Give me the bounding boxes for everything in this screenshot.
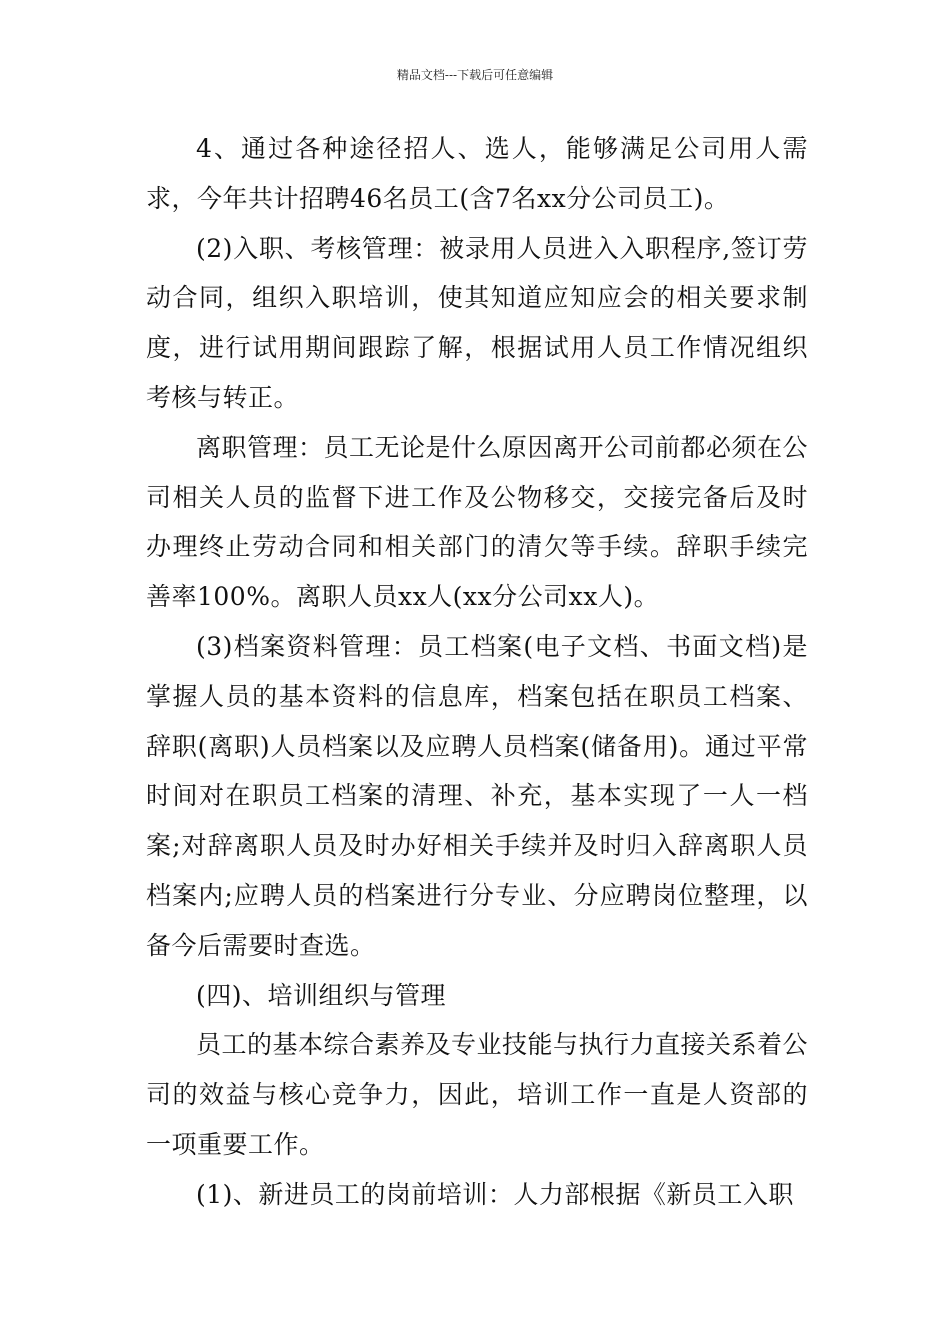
- paragraph-training-intro: 员工的基本综合素养及专业技能与执行力直接关系着公司的效益与核心竞争力，因此，培训工作一直是人资部的一项重要工作。: [146, 1030, 809, 1159]
- document-body: [146, 124, 808, 1220]
- paragraph-resignation: 离职管理：员工无论是什么原因离开公司前都必须在公司相关人员的监督下进工作及公物移交，交接完备后及时办理终止劳动合同和相关部门的清欠等手续。辞职手续完善率100%。离职人员xx人(xx分公司xx人)。: [146, 432, 809, 612]
- paragraph-archives: (3)档案资料管理：员工档案(电子文档、书面文档)是掌握人员的基本资料的信息库，档案包括在职员工档案、辞职(离职)人员档案以及应聘人员档案(储备用)。通过平常时间对在职员工档案的清理、补充，基本实现了一人一档案;对辞离职人员及时办好相关手续并及时归入辞离职人员档案内;应聘人员的档案进行分专业、分应聘岗位整理，以备今后需要时查选。: [146, 631, 808, 960]
- page-header: 精品文档---下载后可任意编辑: [396, 68, 554, 82]
- section-heading-training: (四)、培训组织与管理: [196, 980, 447, 1010]
- paragraph-onboarding: (2)入职、考核管理：被录用人员进入入职程序,签订劳动合同，组织入职培训，使其知道应知应会的相关要求制度，进行试用期间跟踪了解，根据试用人员工作情况组织考核与转正。: [146, 233, 808, 412]
- paragraph-recruitment: 4、通过各种途径招人、选人，能够满足公司用人需求，今年共计招聘46名员工(含7名xx分公司员工)。: [146, 134, 808, 213]
- paragraph-new-employee-training: (1)、新进员工的岗前培训：人力部根据《新员工入职: [196, 1179, 794, 1209]
